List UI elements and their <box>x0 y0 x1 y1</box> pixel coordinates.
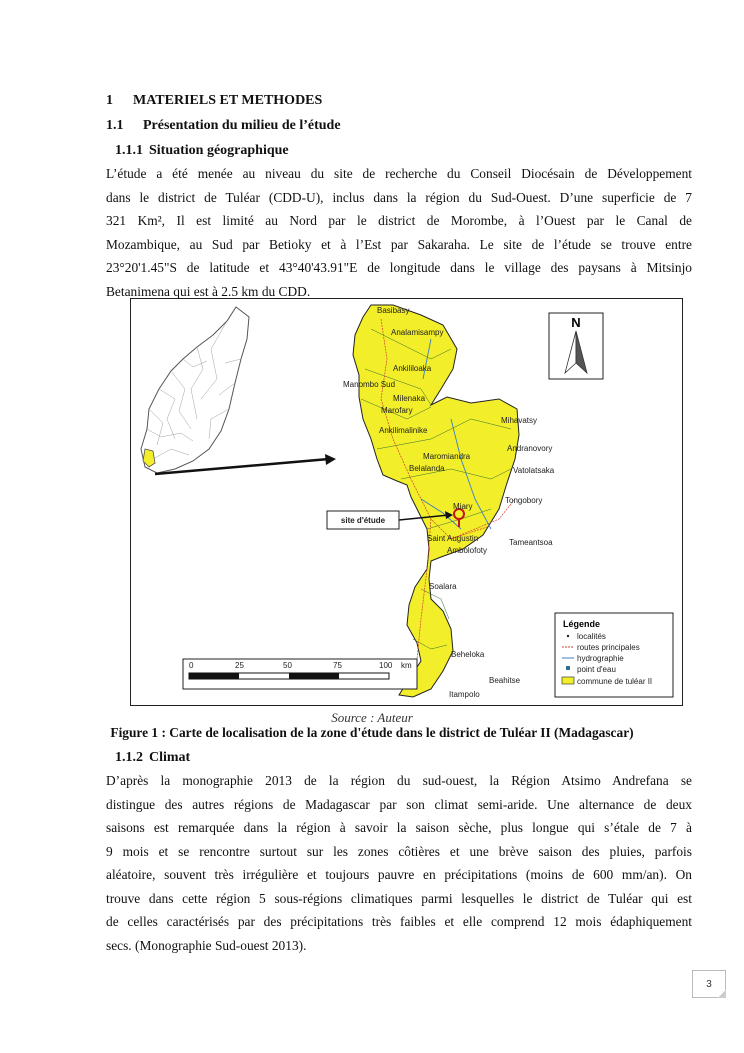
scale-unit: km <box>401 661 412 670</box>
place-label: Maromiandra <box>423 452 471 461</box>
heading-1-1-2: 1.1.2 Climat <box>115 750 191 765</box>
madagascar-inset <box>141 307 249 473</box>
legend-item: point d'eau <box>577 665 616 674</box>
place-label: Beahitse <box>489 676 521 685</box>
place-label: Marofary <box>381 406 413 415</box>
scale-tick: 75 <box>333 661 342 670</box>
location-map-figure <box>130 298 683 706</box>
place-label: Tameantsoa <box>509 538 553 547</box>
legend-item: routes principales <box>577 643 640 652</box>
heading-1: 1 MATERIELS ET METHODES <box>106 93 323 108</box>
scale-tick: 100 <box>379 661 393 670</box>
place-label: Beheloka <box>451 650 485 659</box>
place-label: Basibasy <box>377 306 410 315</box>
scale-tick: 50 <box>283 661 292 670</box>
place-label: Milenaka <box>393 394 426 403</box>
site-label: site d'étude <box>340 516 386 525</box>
text-line-last: Betanimena qui est à 2.5 km du CDD. <box>106 283 311 299</box>
place-label: Saint Augustin <box>427 534 479 543</box>
legend-item: commune de tuléar II <box>577 677 653 686</box>
page-number: 3 <box>692 970 726 998</box>
scale-bar <box>183 659 417 689</box>
scale-tick: 0 <box>189 661 194 670</box>
scale-tick: 25 <box>235 661 244 670</box>
north-arrow-icon <box>549 313 603 379</box>
place-label: Belalanda <box>409 464 445 473</box>
figure-caption: Figure 1 : Carte de localisation de la zone d'étude dans le district de Tuléar II (Madagascar) <box>110 725 634 740</box>
paragraph-situation <box>106 162 692 303</box>
place-label: Andranovory <box>507 444 553 453</box>
map-legend <box>555 613 673 697</box>
text-line: 23°20'1.45"S de latitude et 43°40'43.91"E de longitude dans le village des paysans à Mitsinjo <box>106 260 692 275</box>
place-label: Miary <box>453 502 473 511</box>
text-line: de celles caractérisés par des précipitations très faibles et elle comprend 12 mois édaphiquement <box>106 914 692 929</box>
place-label: Vatolatsaka <box>513 466 555 475</box>
text-line: 321 Km², Il est limité au Nord par le district de Morombe, à l’Ouest par le Canal de <box>106 213 692 228</box>
place-label: Analamisampy <box>391 328 444 337</box>
text-line: 9 mois et se rencontre surtout sur les zones côtières et une brève saison des pluies, parfois <box>106 843 692 859</box>
legend-title: Légende <box>563 619 601 629</box>
text-line: D’après la monographie 2013 de la région du sud-ouest, la Région Atsimo Andrefana se <box>106 773 692 788</box>
text-line: distingue des autres régions de Madagascar par son climat semi-aride. Une alternance de deux <box>106 796 692 812</box>
place-label: Ankilimalinike <box>379 426 428 435</box>
text-line: trouve dans cette région 5 sous-régions climatiques parmi lesquelles le district de Tuléar qui est <box>106 890 692 906</box>
place-label: Soalara <box>429 582 457 591</box>
place-label: Ambolofoty <box>447 546 488 555</box>
place-label: Tongobory <box>505 496 543 505</box>
text-line: dans le district de Tuléar (CDD-U), inclus dans la région du Sud-Ouest. D’une superficie de 7 <box>106 189 692 205</box>
north-label: N <box>571 315 581 330</box>
text-line: saisons est remarquée dans la région à savoir la saison sèche, plus longue qui s’étale de 7 à <box>106 820 692 835</box>
location-map <box>131 299 683 706</box>
place-label: Mihavatsy <box>501 416 538 425</box>
text-line: aléatoire, souvent très irrégulière et toujours pauvre en précipitations (moins de 600 mm/an). On <box>106 867 692 882</box>
place-label: Ankililoaka <box>393 364 432 373</box>
figure-source: Source : Auteur <box>331 710 413 725</box>
heading-1-1-1: 1.1.1 Situation géographique <box>115 143 289 158</box>
paragraph-climat <box>106 769 692 957</box>
text-line-last: secs. (Monographie Sud-ouest 2013). <box>106 937 307 953</box>
text-line: L’étude a été menée au niveau du site de recherche du Conseil Diocésain de Développement <box>106 166 692 181</box>
place-label: Itampolo <box>449 690 480 699</box>
text-line: Mozambique, au Sud par Betioky et à l’Est par Sakaraha. Le site de l’étude se trouve entre <box>106 236 692 252</box>
place-label: Manombo Sud <box>343 380 396 389</box>
heading-1-1: 1.1 Présentation du milieu de l’étude <box>106 118 341 133</box>
legend-item: localités <box>577 632 606 641</box>
legend-item: hydrographie <box>577 654 624 663</box>
